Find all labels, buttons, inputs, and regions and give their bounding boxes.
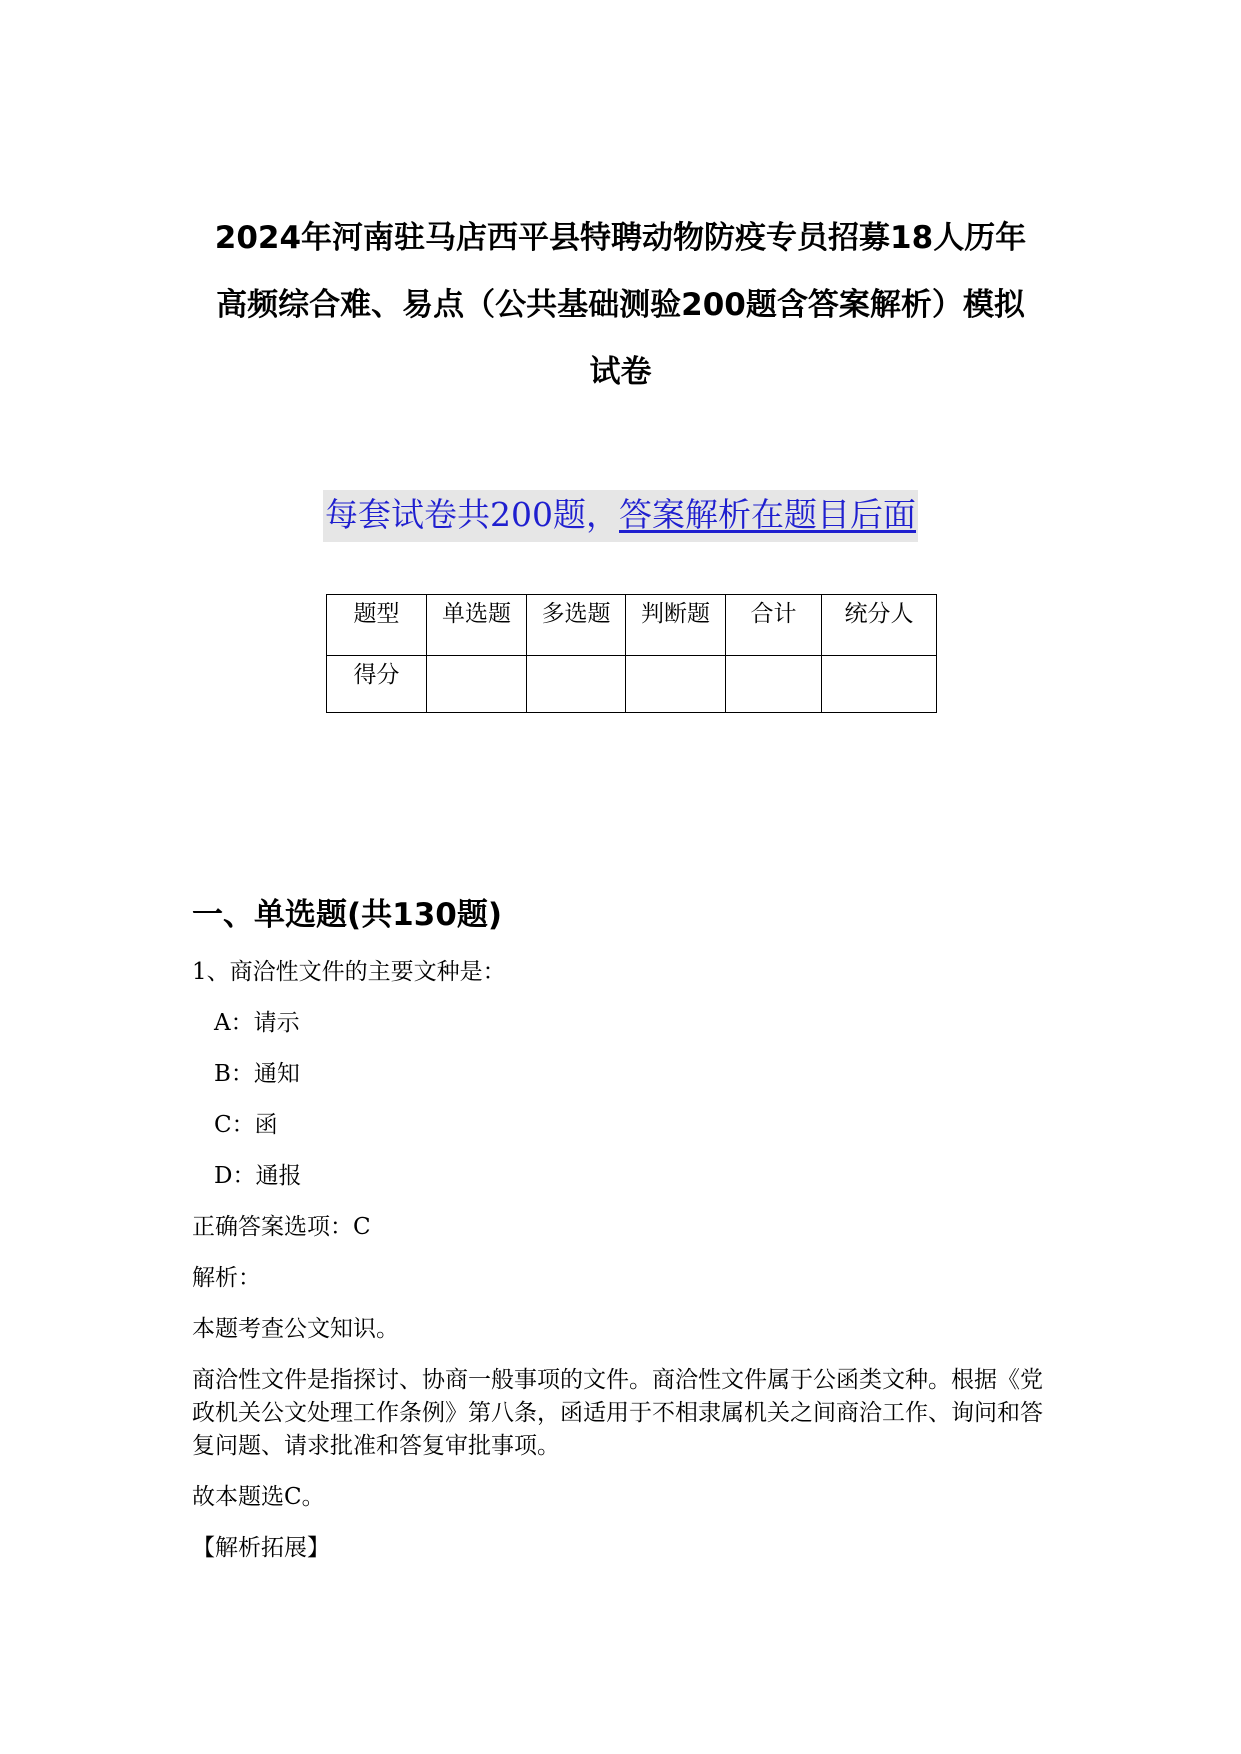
header-cell-multi: 多选题 — [527, 595, 626, 656]
score-table-score-row — [327, 656, 937, 713]
analysis-paragraph-3: 故本题选C。 — [192, 1484, 325, 1510]
title-line-2: 高频综合难、易点（公共基础测验200题含答案解析）模拟 — [216, 287, 1025, 323]
option-c: C：函 — [214, 1112, 278, 1138]
document-title — [180, 205, 1061, 406]
analysis-extension-label: 【解析拓展】 — [192, 1535, 330, 1561]
analysis-paragraph-2: 商洽性文件是指探讨、协商一般事项的文件。商洽性文件属于公函类文种。根据《党政机关公文处理工作条例》第八条，函适用于不相隶属机关之间商洽工作、询问和答复问题、请求批准和答复审批事项。 — [192, 1367, 1043, 1459]
header-cell-scorer: 统分人 — [822, 595, 937, 656]
info-banner — [0, 490, 1241, 542]
correct-answer: 正确答案选项：C — [192, 1214, 371, 1240]
score-row-label: 得分 — [327, 656, 427, 713]
title-line-3: 试卷 — [589, 354, 652, 390]
question-stem: 1、商洽性文件的主要文种是： — [192, 959, 506, 985]
header-cell-judge: 判断题 — [626, 595, 726, 656]
score-table — [326, 594, 937, 713]
answer-location-link[interactable]: 答案解析在题目后面 — [619, 495, 916, 534]
score-cell-judge — [626, 656, 726, 713]
option-d: D：通报 — [214, 1163, 302, 1189]
score-cell-single — [427, 656, 527, 713]
header-cell-total: 合计 — [726, 595, 822, 656]
banner-prefix: 每套试卷共200题， — [325, 495, 619, 534]
section-heading: 一、单选题(共130题) — [192, 897, 503, 933]
analysis-paragraph-1: 本题考查公文知识。 — [192, 1316, 399, 1342]
title-line-1: 2024年河南驻马店西平县特聘动物防疫专员招募18人历年 — [214, 220, 1027, 256]
option-a: A：请示 — [214, 1010, 300, 1036]
header-cell-single: 单选题 — [427, 595, 527, 656]
banner-highlight — [323, 490, 918, 542]
option-b: B：通知 — [214, 1061, 300, 1087]
score-cell-total — [726, 656, 822, 713]
score-cell-multi — [527, 656, 626, 713]
analysis-label: 解析： — [192, 1265, 261, 1291]
score-cell-scorer — [822, 656, 937, 713]
score-table-header-row — [327, 595, 937, 656]
header-cell-type: 题型 — [327, 595, 427, 656]
